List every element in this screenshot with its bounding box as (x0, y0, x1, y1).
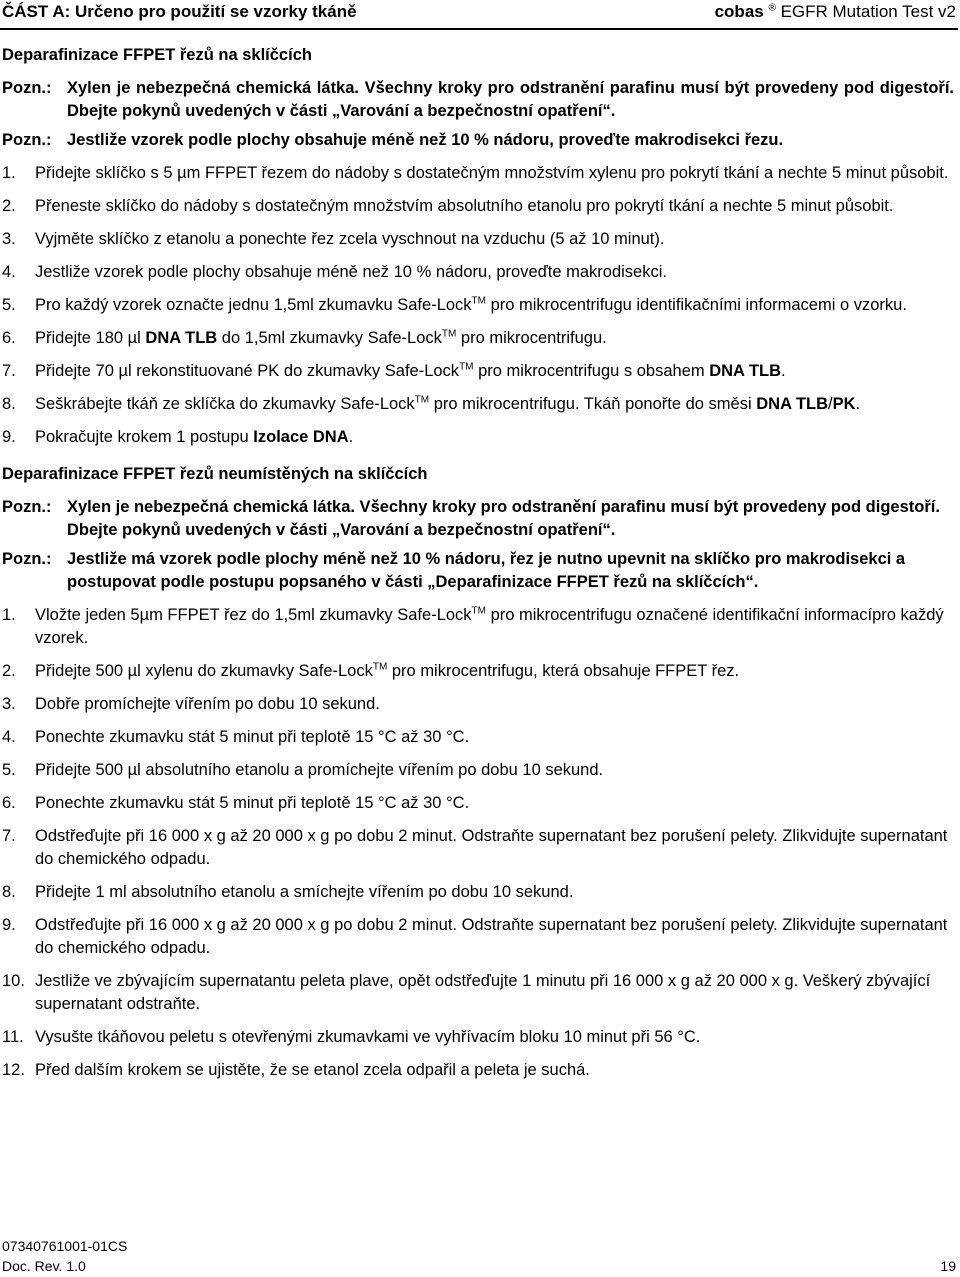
list-item: 4. Jestliže vzorek podle plochy obsahuje méně než 10 % nádoru, proveďte makrodisekci. (2, 263, 667, 281)
note-text: Jestliže vzorek podle plochy obsahuje méně než 10 % nádoru, proveďte makrodisekci řezu. (67, 131, 784, 149)
trademark: TM (441, 328, 457, 340)
list-item: 5. Pro každý vzorek označte jednu 1,5ml zkumavku Safe-Lock™ pro mikrocentrifugu identifikačními informacemi o vzorku. (2, 295, 907, 314)
steps-list-no-slides (2, 604, 954, 1082)
list-item: 9. Odstřeďujte při 16 000 x g až 20 000 x g po dobu 2 minut. Odstraňte supernatant bez porušení pelety. Zlikvidujte supernatant do chemického odpadu. (2, 916, 948, 957)
note-xylen (2, 77, 954, 123)
trademark: TM (471, 605, 486, 617)
document-revision: Doc. Rev. 1.0 (2, 1258, 86, 1274)
section-title: ČÁST A: Určeno pro použití se vzorky tkáně (2, 2, 357, 21)
page-header (2, 2, 956, 24)
header-divider (0, 28, 958, 30)
note-text: Xylen je nebezpečná chemická látka. Všechny kroky pro odstranění parafinu musí být provedeny pod digestoří. Dbejte pokynů uvedených v části „Varování a bezpečnostní opatření“. (67, 498, 940, 539)
main-content (2, 44, 954, 1092)
product-brand: cobas (714, 2, 764, 21)
list-item: 7. Přidejte 70 µl rekonstituované PK do zkumavky Safe-Lock™ pro mikrocentrifugu s obsahem DNA TLB. (2, 361, 786, 380)
registered-mark: ® (768, 2, 776, 14)
page-number: 19 (940, 1258, 956, 1274)
list-item: 6. Ponechte zkumavku stát 5 minut při teplotě 15 °C až 30 °C. (2, 794, 470, 812)
list-item: 7. Odstřeďujte při 16 000 x g až 20 000 x g po dobu 2 minut. Odstraňte supernatant bez porušení pelety. Zlikvidujte supernatant do chemického odpadu. (2, 827, 948, 868)
list-item: 2. Přidejte 500 µl xylenu do zkumavky Safe-Lock™ pro mikrocentrifugu, která obsahuje FFPET řez. (2, 661, 740, 680)
list-item: 3. Dobře promíchejte vířením po dobu 10 sekund. (2, 695, 380, 713)
list-item: 1. Přidejte sklíčko s 5 µm FFPET řezem do nádoby s dostatečným množstvím xylenu pro pokrytí tkání a nechte 5 minut působit. (2, 164, 949, 182)
product-name: EGFR Mutation Test v2 (780, 2, 956, 21)
list-item: 8. Seškrábejte tkáň ze sklíčka do zkumavky Safe-Lock™ pro mikrocentrifugu. Tkáň ponořte do směsi DNA TLB/PK. (2, 394, 861, 413)
trademark: TM (414, 394, 430, 406)
list-item: 11. Vysušte tkáňovou peletu s otevřenými zkumavkami ve vyhřívacím bloku 10 minut při 56 °C. (2, 1028, 701, 1046)
note-text: Jestliže má vzorek podle plochy méně než 10 % nádoru, řez je nutno upevnit na sklíčko pro makrodisekci a postupovat podle postupu popsaného v části „Deparafinizace FFPET řezů na sklíčcích“. (67, 550, 906, 591)
list-item: 6. Přidejte 180 µl DNA TLB do 1,5ml zkumavky Safe-Lock™ pro mikrocentrifugu. (2, 328, 607, 347)
trademark: TM (372, 661, 388, 673)
note-label: Pozn.: (2, 79, 52, 97)
note-label: Pozn.: (2, 131, 52, 149)
trademark: TM (459, 361, 474, 373)
note-macrodissection (2, 548, 954, 594)
document-number: 07340761001-01CS (2, 1238, 128, 1254)
list-item: 10. Jestliže ve zbývajícím supernatantu peleta plave, opět odstřeďujte 1 minutu při 16 000 x g až 20 000 x g. Veškerý zbývající supernatant odstraňte. (2, 972, 931, 1013)
product-title (715, 2, 956, 22)
list-item: 1. Vložte jeden 5µm FFPET řez do 1,5ml zkumavky Safe-Lock™ pro mikrocentrifugu označené identifikační informacípro každý vzorek. (2, 605, 944, 647)
list-item: 2. Přeneste sklíčko do nádoby s dostatečným množstvím absolutního etanolu pro pokrytí tkání a nechte 5 minut působit. (2, 197, 894, 215)
section-heading-slides: Deparafinizace FFPET řezů na sklíčcích (2, 46, 312, 64)
note-text: Xylen je nebezpečná chemická látka. Všechny kroky pro odstranění parafinu musí být provedeny pod digestoří. Dbejte pokynů uvedených v části „Varování a bezpečnostní opatření“. (67, 79, 954, 120)
list-item: 3. Vyjměte sklíčko z etanolu a ponechte řez zcela vyschnout na vzduchu (5 až 10 minut). (2, 230, 665, 248)
list-item: 12. Před dalším krokem se ujistěte, že se etanol zcela odpařil a peleta je suchá. (2, 1061, 590, 1079)
note-macrodissection (2, 129, 954, 152)
note-label: Pozn.: (2, 498, 52, 516)
note-xylen (2, 496, 954, 542)
section-heading-no-slides: Deparafinizace FFPET řezů neumístěných na sklíčcích (2, 465, 428, 483)
list-item: 8. Přidejte 1 ml absolutního etanolu a smíchejte vířením po dobu 10 sekund. (2, 883, 574, 901)
list-item: 4. Ponechte zkumavku stát 5 minut při teplotě 15 °C až 30 °C. (2, 728, 470, 746)
steps-list-slides (2, 162, 954, 449)
note-label: Pozn.: (2, 550, 52, 568)
trademark: TM (471, 295, 486, 307)
list-item: 5. Přidejte 500 µl absolutního etanolu a promíchejte vířením po dobu 10 sekund. (2, 761, 604, 779)
list-item: 9. Pokračujte krokem 1 postupu Izolace DNA. (2, 428, 354, 446)
page-footer (2, 1237, 956, 1274)
